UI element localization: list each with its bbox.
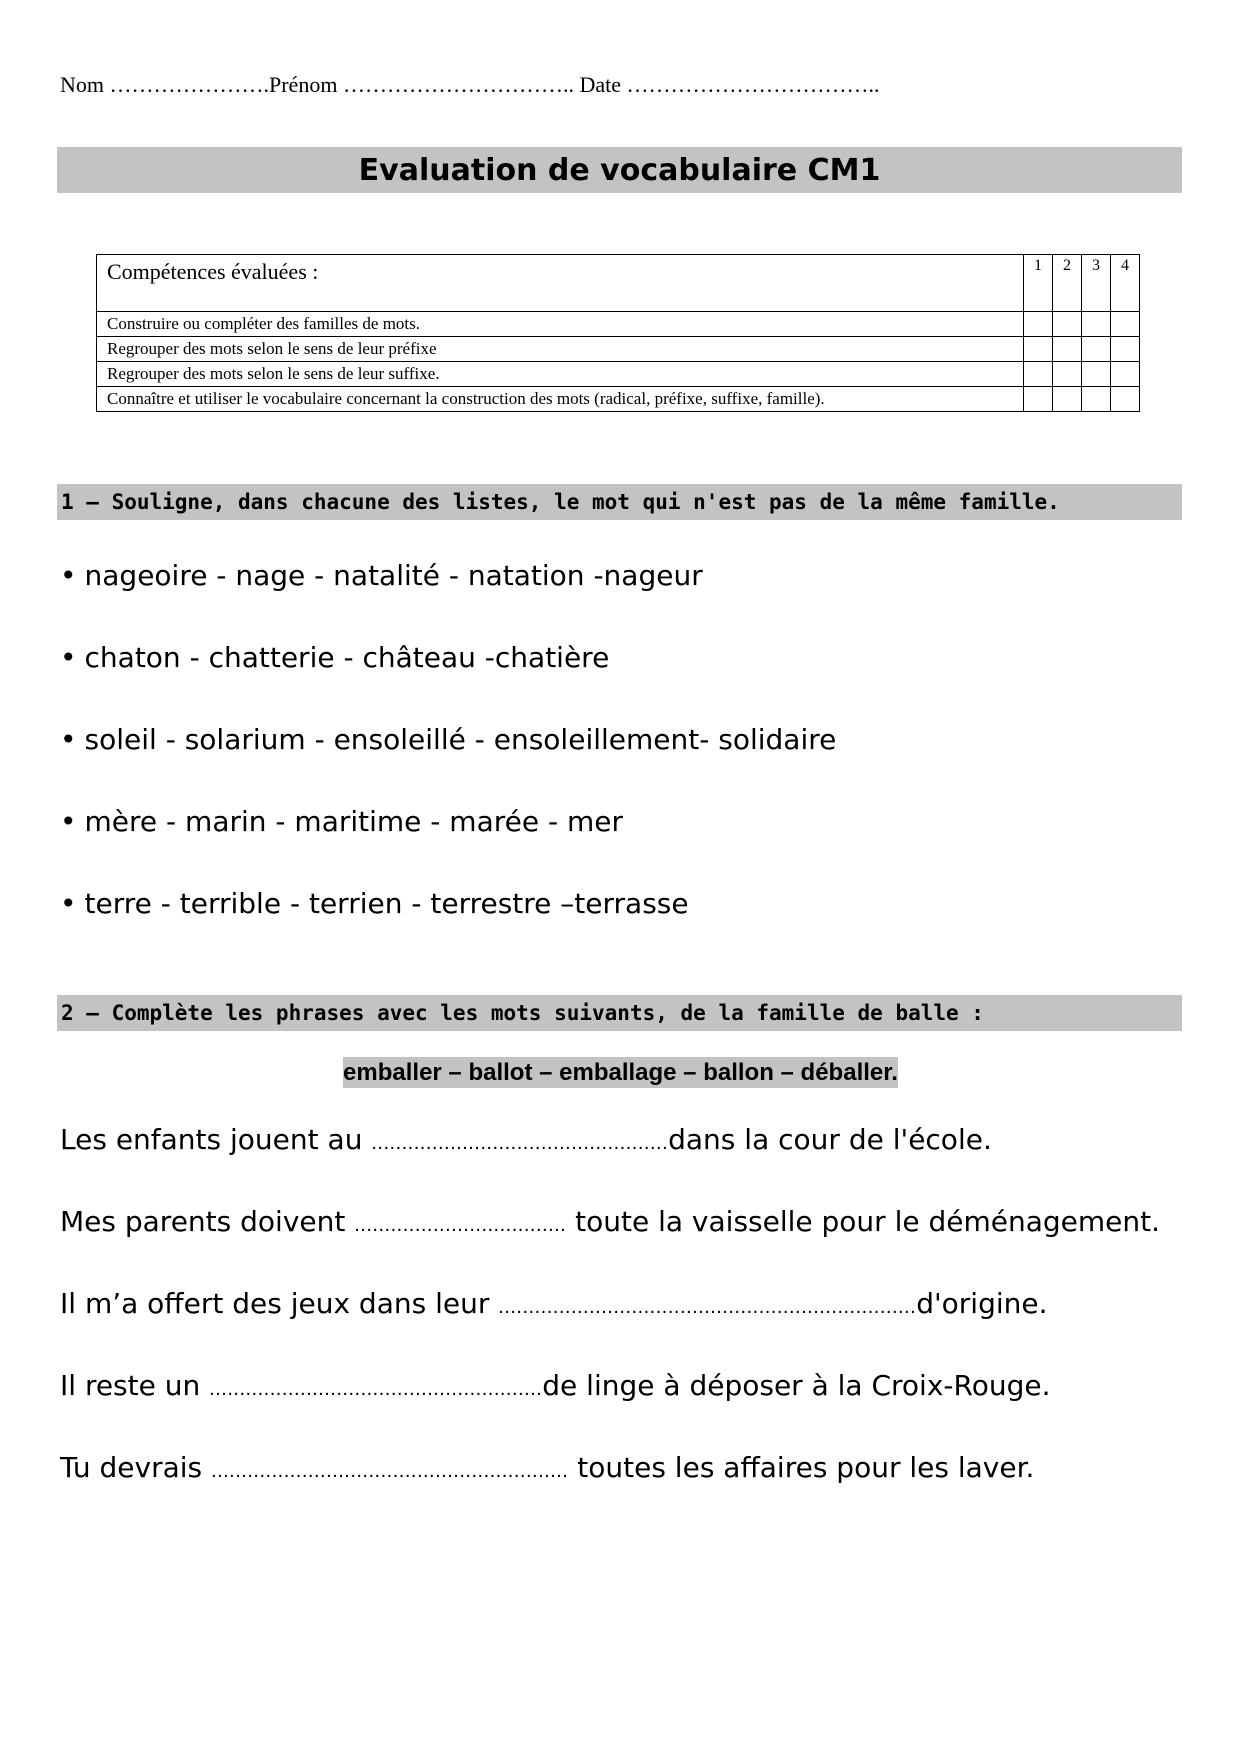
answer-blank[interactable]: ................................... [354, 1214, 567, 1236]
page-title: Evaluation de vocabulaire CM1 [358, 152, 881, 188]
level-cell[interactable] [1024, 362, 1053, 387]
competences-heading: Compétences évaluées : [97, 255, 1024, 312]
word-list[interactable]: soleil - solarium - ensoleillé - ensoleillement- solidaire [84, 723, 837, 756]
bullet: • [60, 641, 77, 674]
answer-blank[interactable]: ................................................. [371, 1132, 669, 1154]
level-header-3: 3 [1082, 255, 1111, 312]
level-cell[interactable] [1024, 387, 1053, 412]
fill-sentence [60, 1205, 1160, 1238]
level-cell[interactable] [1024, 312, 1053, 337]
answer-blank[interactable]: ....................................................... [209, 1378, 543, 1400]
sentence-start: Mes parents doivent [60, 1205, 355, 1238]
sentence-end: toute la vaisselle pour le déménagement. [566, 1205, 1161, 1238]
competence-row [97, 337, 1140, 362]
competence-row [97, 362, 1140, 387]
sentence-start: Il m’a offert des jeux dans leur [60, 1287, 499, 1320]
level-cell[interactable] [1111, 312, 1140, 337]
fill-sentence [60, 1123, 992, 1156]
level-cell[interactable] [1082, 362, 1111, 387]
answer-blank[interactable]: ........................................................... [211, 1460, 569, 1482]
level-header-1: 1 [1024, 255, 1053, 312]
level-cell[interactable] [1111, 337, 1140, 362]
word-list-item [60, 641, 609, 674]
word-list[interactable]: chaton - chatterie - château -chatière [84, 641, 610, 674]
title-banner [57, 147, 1182, 193]
competence-label: Construire ou compléter des familles de mots. [97, 312, 1024, 337]
word-list[interactable]: terre - terrible - terrien - terrestre –terrasse [84, 887, 689, 920]
bullet: • [60, 805, 77, 838]
level-cell[interactable] [1053, 337, 1082, 362]
word-list-item [60, 887, 689, 920]
word-list-item [60, 559, 703, 592]
level-header-2: 2 [1053, 255, 1082, 312]
sentence-start: Tu devrais [60, 1451, 212, 1484]
level-cell[interactable] [1111, 387, 1140, 412]
sentence-end: dans la cour de l'école. [668, 1123, 992, 1156]
competence-label: Regrouper des mots selon le sens de leur préfixe [97, 337, 1024, 362]
word-list[interactable]: mère - marin - maritime - marée - mer [84, 805, 624, 838]
word-bank-text: emballer – ballot – emballage – ballon – déballer. [343, 1059, 898, 1086]
exercise1-instruction: 1 – Souligne, dans chacune des listes, le mot qui n'est pas de la même famille. [61, 490, 1060, 514]
exercise2-instruction: 2 – Complète les phrases avec les mots suivants, de la famille de balle : [61, 1001, 984, 1025]
level-cell[interactable] [1082, 337, 1111, 362]
level-cell[interactable] [1053, 312, 1082, 337]
level-cell[interactable] [1082, 312, 1111, 337]
sentence-end: de linge à déposer à la Croix-Rouge. [542, 1369, 1051, 1402]
bullet: • [60, 559, 77, 592]
level-cell[interactable] [1111, 362, 1140, 387]
sentence-start: Les enfants jouent au [60, 1123, 372, 1156]
sentence-end: d'origine. [916, 1287, 1048, 1320]
student-info-line: Nom ………………….Prénom ………………………….. Date …………………………….. [60, 72, 880, 97]
competence-label: Regrouper des mots selon le sens de leur suffixe. [97, 362, 1024, 387]
bullet: • [60, 887, 77, 920]
exercise2-banner [57, 995, 1182, 1031]
exercise1-banner [57, 484, 1182, 520]
bullet: • [60, 723, 77, 756]
level-header-4: 4 [1111, 255, 1140, 312]
word-list-item [60, 723, 836, 756]
word-bank [0, 1059, 1241, 1087]
level-cell[interactable] [1082, 387, 1111, 412]
fill-sentence [60, 1369, 1050, 1402]
level-cell[interactable] [1053, 387, 1082, 412]
sentence-end: toutes les affaires pour les laver. [568, 1451, 1035, 1484]
fill-sentence [60, 1451, 1034, 1484]
word-list[interactable]: nageoire - nage - natalité - natation -nageur [84, 559, 703, 592]
competence-label: Connaître et utiliser le vocabulaire concernant la construction des mots (radical, préfixe, suffixe, famille). [97, 387, 1024, 412]
competence-row [97, 387, 1140, 412]
level-cell[interactable] [1053, 362, 1082, 387]
level-cell[interactable] [1024, 337, 1053, 362]
fill-sentence [60, 1287, 1048, 1320]
competence-row [97, 312, 1140, 337]
competences-table [96, 254, 1140, 412]
competences-header-row [97, 255, 1140, 312]
word-list-item [60, 805, 623, 838]
sentence-start: Il reste un [60, 1369, 210, 1402]
answer-blank[interactable]: ..................................................................... [498, 1296, 917, 1318]
